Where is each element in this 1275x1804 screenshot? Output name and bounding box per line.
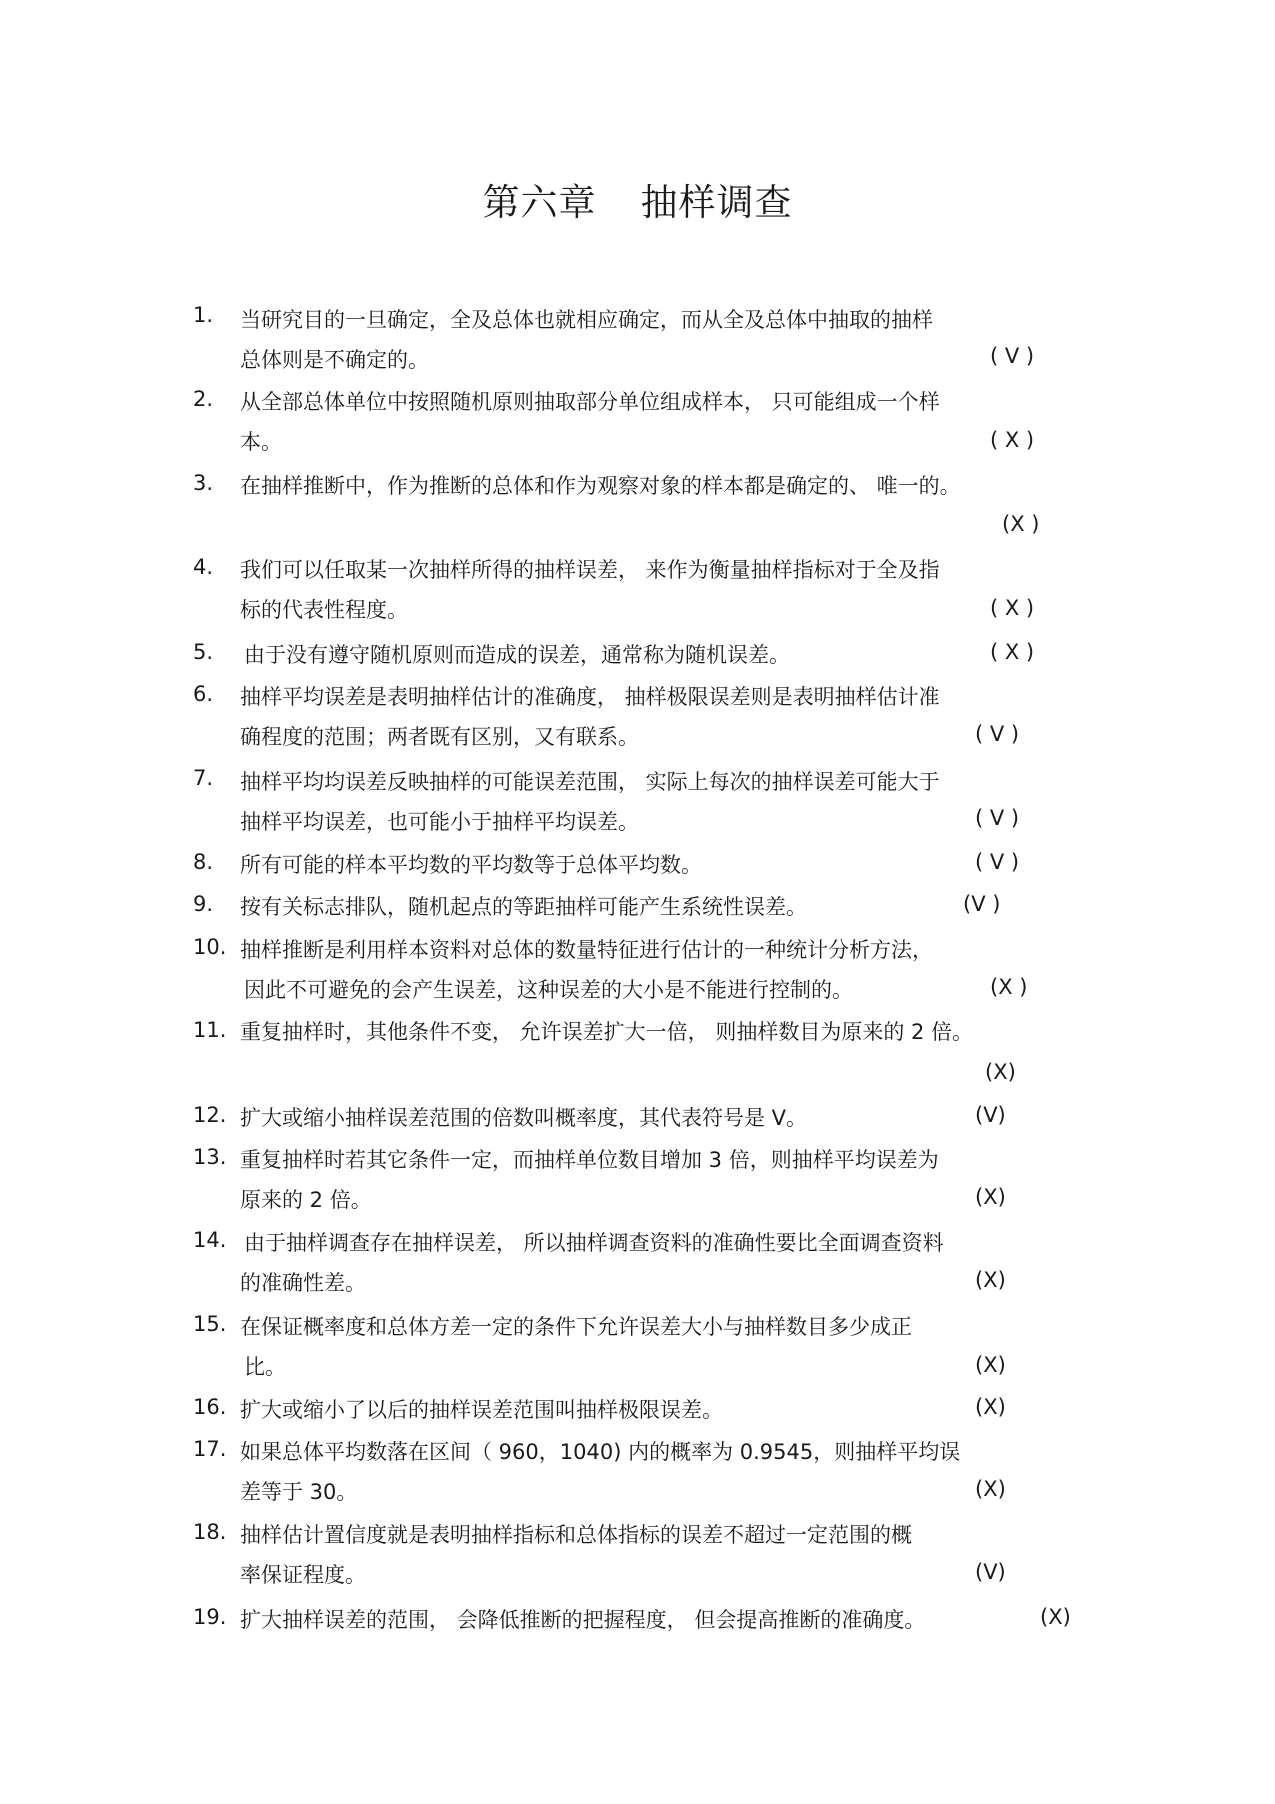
item-number: 13. xyxy=(193,1145,227,1169)
item-text-line: 总体则是不确定的。 xyxy=(240,348,429,372)
item-text-line: 重复抽样时若其它条件一定，而抽样单位数目增加 3 倍，则抽样平均误差为 xyxy=(240,1148,939,1172)
item-number: 6. xyxy=(193,682,214,706)
item-number: 15. xyxy=(193,1312,227,1336)
answer-mark: (X) xyxy=(975,1353,1006,1377)
item-text-line: 由于没有遵守随机原则而造成的误差，通常称为随机误差。 xyxy=(244,643,790,667)
page-title xyxy=(0,172,1275,226)
item-text-line: 原来的 2 倍。 xyxy=(240,1188,372,1212)
answer-mark: (X ) xyxy=(990,975,1028,999)
item-text-line: 抽样推断是利用样本资料对总体的数量特征进行估计的一种统计分析方法， xyxy=(240,938,933,962)
answer-mark: ( V ) xyxy=(975,722,1020,746)
item-text-line: 由于抽样调查存在抽样误差， 所以抽样调查资料的准确性要比全面调查资料 xyxy=(244,1231,944,1255)
answer-mark: (V) xyxy=(975,1560,1006,1584)
item-number: 9. xyxy=(193,892,214,916)
item-text-line: 如果总体平均数落在区间（ 960，1040) 内的概率为 0.9545，则抽样平均误 xyxy=(240,1440,961,1464)
item-text-line: 确程度的范围；两者既有区别，又有联系。 xyxy=(240,725,639,749)
item-text-line: 抽样平均均误差反映抽样的可能误差范围， 实际上每次的抽样误差可能大于 xyxy=(240,770,940,794)
chapter-name: 抽样调查 xyxy=(640,181,793,224)
item-text-line: 扩大或缩小抽样误差范围的倍数叫概率度，其代表符号是 V。 xyxy=(240,1106,808,1130)
answer-mark: (V ) xyxy=(963,892,1001,916)
item-text-line: 在保证概率度和总体方差一定的条件下允许误差大小与抽样数目多少成正 xyxy=(240,1315,912,1339)
answer-mark: ( X ) xyxy=(990,640,1035,664)
item-text-line: 抽样平均误差是表明抽样估计的准确度， 抽样极限误差则是表明抽样估计准 xyxy=(240,685,940,709)
chapter-number: 第六章 xyxy=(482,181,597,224)
item-text-line: 当研究目的一旦确定，全及总体也就相应确定，而从全及总体中抽取的抽样 xyxy=(240,308,933,332)
item-number: 7. xyxy=(193,766,214,790)
answer-mark: (X) xyxy=(975,1185,1006,1209)
answer-mark: (X) xyxy=(975,1477,1006,1501)
item-number: 2. xyxy=(193,387,214,411)
answer-mark: (V) xyxy=(975,1103,1006,1127)
answer-mark: ( X ) xyxy=(990,596,1035,620)
answer-mark: ( V ) xyxy=(990,344,1035,368)
item-number: 1. xyxy=(193,303,214,327)
item-number: 5. xyxy=(193,640,214,664)
item-number: 18. xyxy=(193,1520,227,1544)
item-text-line: 扩大或缩小了以后的抽样误差范围叫抽样极限误差。 xyxy=(240,1398,723,1422)
item-text-line: 本。 xyxy=(240,430,282,454)
item-text-line: 抽样估计置信度就是表明抽样指标和总体指标的误差不超过一定范围的概 xyxy=(240,1523,912,1547)
item-number: 19. xyxy=(193,1605,227,1629)
answer-mark: ( V ) xyxy=(975,806,1020,830)
item-text-line: 差等于 30。 xyxy=(240,1480,358,1504)
answer-mark: (X ) xyxy=(1002,512,1040,536)
item-text-line: 率保证程度。 xyxy=(240,1563,366,1587)
item-number: 14. xyxy=(193,1228,227,1252)
item-number: 16. xyxy=(193,1395,227,1419)
item-text-line: 重复抽样时，其他条件不变， 允许误差扩大一倍， 则抽样数目为原来的 2 倍。 xyxy=(240,1020,974,1044)
item-text-line: 因此不可避免的会产生误差，这种误差的大小是不能进行控制的。 xyxy=(244,978,853,1002)
item-text-line: 从全部总体单位中按照随机原则抽取部分单位组成样本， 只可能组成一个样 xyxy=(240,390,940,414)
answer-mark: (X) xyxy=(985,1060,1016,1084)
item-text-line: 所有可能的样本平均数的平均数等于总体平均数。 xyxy=(240,853,702,877)
item-text-line: 的准确性差。 xyxy=(240,1271,366,1295)
answer-mark: ( X ) xyxy=(990,428,1035,452)
item-number: 12. xyxy=(193,1103,227,1127)
answer-mark: ( V ) xyxy=(975,850,1020,874)
item-number: 4. xyxy=(193,555,214,579)
answer-mark: (X) xyxy=(1040,1605,1071,1629)
item-text-line: 按有关标志排队，随机起点的等距抽样可能产生系统性误差。 xyxy=(240,895,807,919)
item-number: 8. xyxy=(193,850,214,874)
item-text-line: 扩大抽样误差的范围， 会降低推断的把握程度， 但会提高推断的准确度。 xyxy=(240,1608,926,1632)
item-text-line: 抽样平均误差，也可能小于抽样平均误差。 xyxy=(240,810,639,834)
item-number: 10. xyxy=(193,935,227,959)
item-number: 3. xyxy=(193,471,214,495)
answer-mark: (X) xyxy=(975,1268,1006,1292)
item-number: 11. xyxy=(193,1018,227,1042)
item-text-line: 标的代表性程度。 xyxy=(240,598,408,622)
item-text-line: 我们可以任取某一次抽样所得的抽样误差， 来作为衡量抽样指标对于全及指 xyxy=(240,558,940,582)
answer-mark: (X) xyxy=(975,1395,1006,1419)
item-text-line: 比。 xyxy=(244,1355,286,1379)
item-text-line: 在抽样推断中，作为推断的总体和作为观察对象的样本都是确定的、 唯一的。 xyxy=(240,474,961,498)
item-number: 17. xyxy=(193,1437,227,1461)
